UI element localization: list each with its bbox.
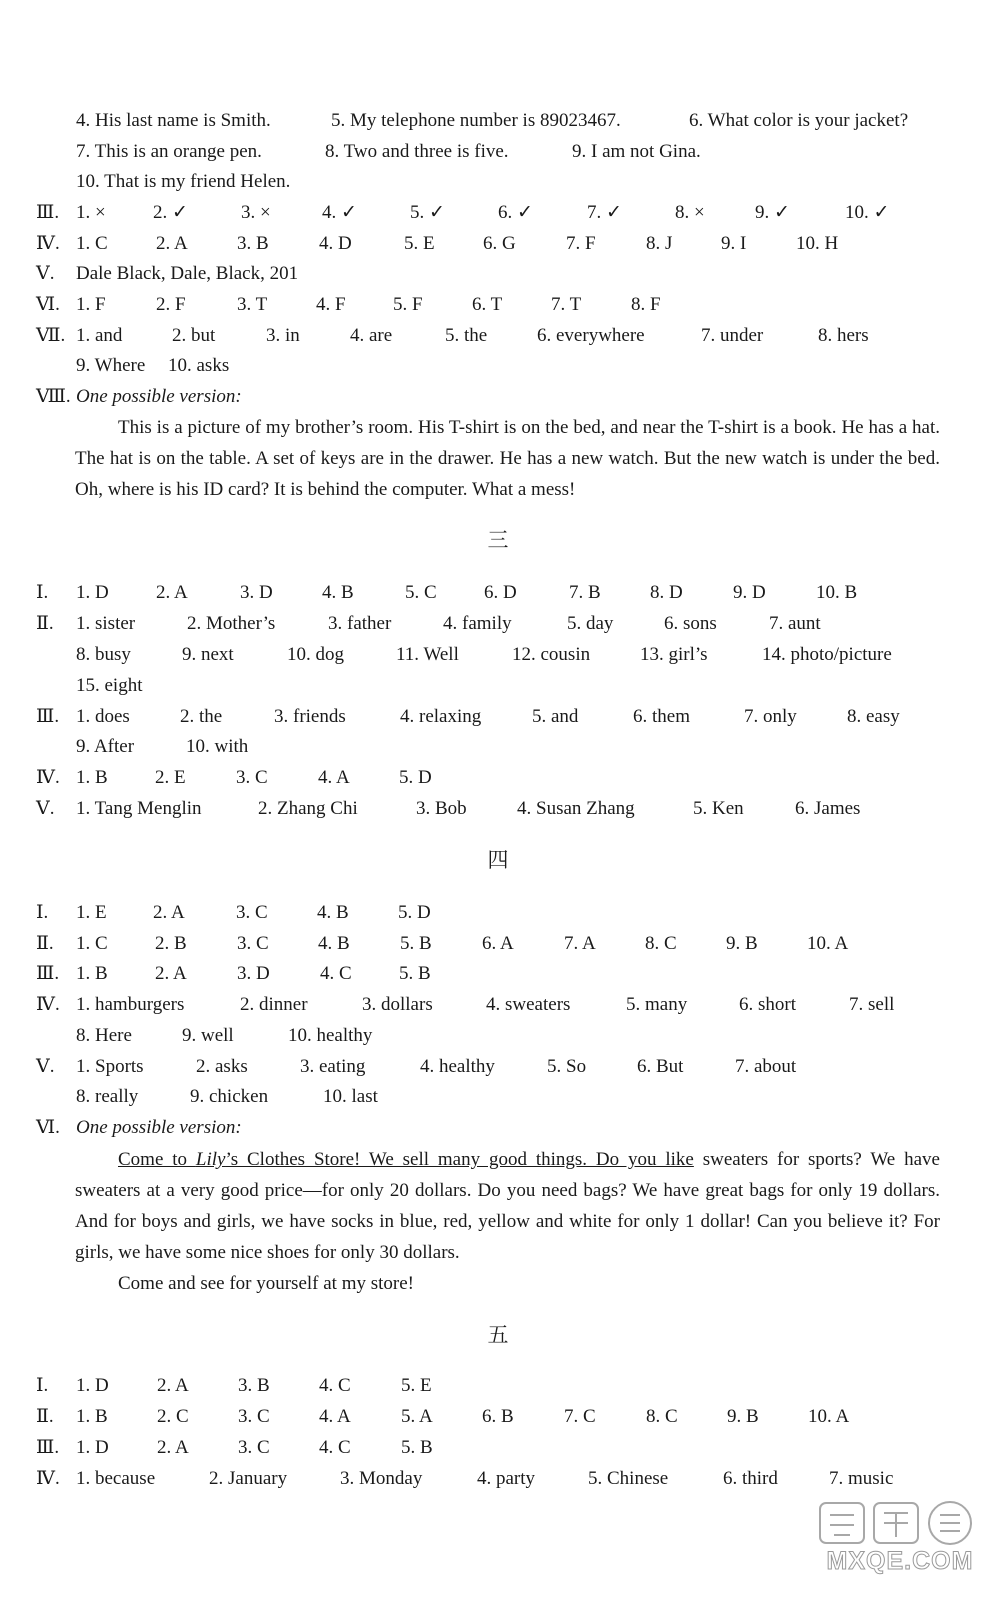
watermark-logo — [812, 1495, 988, 1595]
answer-row — [0, 1371, 996, 1401]
answer-item: 10. healthy — [288, 1025, 373, 1046]
answer-item: 4. Susan Zhang — [517, 798, 635, 819]
exercise-number: Ⅳ. — [36, 994, 60, 1015]
answer-row — [0, 794, 996, 824]
answer-item: 1. Sports — [76, 1056, 144, 1077]
answer-item: 4. family — [443, 613, 512, 634]
answer-item: Dale Black, Dale, Black, 201 — [76, 263, 299, 284]
answer-item: 10. A — [808, 1406, 850, 1427]
answer-item: 4. His last name is Smith. — [76, 110, 271, 131]
answer-item: 1. × — [76, 202, 106, 223]
answer-row — [0, 1052, 996, 1082]
answer-item: 14. photo/picture — [762, 644, 892, 665]
answer-item: 2. January — [209, 1468, 288, 1489]
answer-item: 3. T — [237, 294, 268, 315]
answer-item: 5. Chinese — [588, 1468, 669, 1489]
exercise-number: Ⅱ. — [36, 613, 54, 634]
answer-item: 4. B — [317, 902, 349, 923]
answer-item: 1. sister — [76, 613, 136, 634]
answer-item: 9. ✓ — [755, 202, 790, 223]
answer-item: 7. under — [701, 325, 764, 346]
answer-item: 5. many — [626, 994, 688, 1015]
answer-item: 10. asks — [168, 355, 230, 376]
answer-item: 8. × — [675, 202, 705, 223]
sample-advertisement — [75, 1144, 940, 1299]
answer-item: 5. A — [401, 1406, 433, 1427]
answer-item: 4. are — [350, 325, 393, 346]
answer-item: 5. day — [567, 613, 614, 634]
answer-row — [0, 167, 996, 197]
answer-item: 1. and — [76, 325, 123, 346]
ad-text-part: sweaters for sports? We have sweaters at a very good price—for only 20 dollars. Do you need bags? We have great bags for only 19 dollars. And for boys and girls, we have socks in blue, red, yellow and white for only 1 dollar! Can you believe it? For girls, we have some nice shoes for only 30 dollars. — [75, 1149, 940, 1263]
answer-item: 6. third — [723, 1468, 778, 1489]
answer-item: 3. Monday — [340, 1468, 423, 1489]
answer-item: 9. I am not Gina. — [572, 141, 701, 162]
answer-row — [0, 1402, 996, 1432]
answer-item: 7. T — [551, 294, 582, 315]
answer-row — [0, 702, 996, 732]
answer-item: 5. So — [547, 1056, 587, 1077]
answer-item: 4. party — [477, 1468, 536, 1489]
answer-item: 2. A — [157, 1437, 189, 1458]
answer-item: 6. short — [739, 994, 796, 1015]
answer-row — [0, 640, 996, 670]
answer-item: 1. B — [76, 1406, 108, 1427]
exercise-number: Ⅳ. — [36, 233, 60, 254]
answer-item: 2. ✓ — [153, 202, 188, 223]
answer-item: 2. the — [180, 706, 223, 727]
answer-row — [0, 578, 996, 608]
answer-item: 2. but — [172, 325, 216, 346]
answer-row — [0, 290, 996, 320]
answer-item: 5. B — [401, 1437, 433, 1458]
answer-item: 5. My telephone number is 89023467. — [331, 110, 621, 131]
answer-item: 1. D — [76, 1437, 109, 1458]
answer-item: 5. and — [532, 706, 579, 727]
essay-text: This is a picture of my brother’s room. His T-shirt is on the bed, and near the T-shirt is a book. He has a hat. The hat is on the table. A set of keys are in the drawer. He has a new watch. But the new watch is under the bed. Oh, where is his ID card? It is behind the computer. What a mess! — [75, 417, 940, 500]
exercise-number: Ⅱ. — [36, 1406, 54, 1427]
answer-item: 8. D — [650, 582, 683, 603]
answer-item: 10. ✓ — [845, 202, 890, 223]
answer-item: 5. the — [445, 325, 488, 346]
answer-item: 8. busy — [76, 644, 131, 665]
answer-item: 8. F — [631, 294, 661, 315]
answer-row — [0, 732, 996, 762]
answer-item: 1. E — [76, 902, 107, 923]
answer-item: 5. E — [401, 1375, 432, 1396]
answer-item: 6. sons — [664, 613, 717, 634]
answer-item: 7. music — [829, 1468, 894, 1489]
answer-item: 8. C — [645, 933, 677, 954]
answer-row — [0, 1113, 996, 1143]
answer-item: 8. Two and three is five. — [325, 141, 509, 162]
answer-item: 7. A — [564, 933, 596, 954]
answer-item: 5. ✓ — [410, 202, 445, 223]
answer-item: 1. B — [76, 767, 108, 788]
answer-item: 4. C — [319, 1375, 351, 1396]
exercise-number: Ⅵ. — [36, 294, 60, 315]
version-label: One possible version: — [76, 386, 242, 407]
answer-item: 1. F — [76, 294, 106, 315]
answer-item: 2. B — [155, 933, 187, 954]
answer-item: 3. Bob — [416, 798, 467, 819]
answer-item: 6. James — [795, 798, 861, 819]
answer-item: 8. hers — [818, 325, 869, 346]
answer-item: 1. C — [76, 933, 108, 954]
answer-item: 8. really — [76, 1086, 139, 1107]
answer-row — [0, 1433, 996, 1463]
answer-item: 2. A — [153, 902, 185, 923]
answer-item: 10. dog — [287, 644, 344, 665]
answer-item: 9. well — [182, 1025, 234, 1046]
answer-item: 6. ✓ — [498, 202, 533, 223]
answer-item: 4. sweaters — [486, 994, 571, 1015]
answer-item: 15. eight — [76, 675, 143, 696]
answer-row — [0, 259, 996, 289]
ad-text-closing: Come and see for yourself at my store! — [118, 1273, 414, 1294]
answer-row — [0, 106, 996, 136]
answer-item: 3. D — [240, 582, 273, 603]
answer-item: 12. cousin — [512, 644, 591, 665]
exercise-number: Ⅶ. — [36, 325, 66, 346]
exercise-number: Ⅷ. — [36, 386, 71, 407]
answer-row — [0, 1021, 996, 1051]
answer-item: 7. This is an orange pen. — [76, 141, 262, 162]
answer-item: 1. Tang Menglin — [76, 798, 202, 819]
watermark-text: MXQE.COM — [826, 1547, 974, 1575]
answer-item: 5. D — [399, 767, 432, 788]
answer-item: 6. G — [483, 233, 516, 254]
answer-item: 6. What color is your jacket? — [689, 110, 909, 131]
ad-text-part: ’s Clothes Store! We sell many good things. Do you like — [225, 1149, 694, 1170]
answer-item: 3. C — [238, 1437, 270, 1458]
section-heading: 三 — [487, 528, 509, 552]
answer-row — [0, 1464, 996, 1494]
answer-item: 4. A — [318, 767, 350, 788]
answer-item: 4. healthy — [420, 1056, 495, 1077]
answer-item: 5. D — [398, 902, 431, 923]
answer-item: 2. F — [156, 294, 186, 315]
exercise-number: Ⅰ. — [36, 1375, 49, 1396]
exercise-number: Ⅱ. — [36, 933, 54, 954]
answer-item: 10. A — [807, 933, 849, 954]
answer-item: 1. D — [76, 582, 109, 603]
exercise-number: Ⅲ. — [36, 963, 60, 984]
answer-item: 2. Mother’s — [187, 613, 276, 634]
answer-item: 9. chicken — [190, 1086, 269, 1107]
exercise-number: Ⅵ. — [36, 1117, 60, 1138]
ad-text-part: Come to — [118, 1149, 196, 1170]
answer-row — [0, 321, 996, 351]
exercise-number: Ⅰ. — [36, 582, 49, 603]
answer-item: 3. B — [238, 1375, 270, 1396]
answer-row — [0, 929, 996, 959]
answer-item: 2. Zhang Chi — [258, 798, 358, 819]
answer-item: 9. D — [733, 582, 766, 603]
answer-item: 4. ✓ — [322, 202, 357, 223]
answer-item: 4. D — [319, 233, 352, 254]
watermark-logo-icon — [812, 1495, 988, 1551]
answer-item: 9. B — [726, 933, 758, 954]
answer-row — [0, 898, 996, 928]
section-heading: 五 — [487, 1323, 509, 1347]
exercise-number: Ⅴ. — [36, 263, 55, 284]
answer-item: 4. F — [316, 294, 346, 315]
answer-item: 2. asks — [196, 1056, 248, 1077]
answer-item: 8. Here — [76, 1025, 132, 1046]
exercise-number: Ⅰ. — [36, 902, 49, 923]
answer-item: 5. F — [393, 294, 423, 315]
version-label: One possible version: — [76, 1117, 242, 1138]
answer-item: 2. A — [156, 582, 188, 603]
answer-item: 3. C — [236, 902, 268, 923]
answer-item: 5. B — [400, 933, 432, 954]
answer-item: 13. girl’s — [640, 644, 708, 665]
answer-item: 2. A — [155, 963, 187, 984]
answer-item: 2. C — [157, 1406, 189, 1427]
answer-item: 11. Well — [396, 644, 459, 665]
answer-item: 7. only — [744, 706, 797, 727]
answer-item: 7. F — [566, 233, 596, 254]
answer-item: 4. B — [322, 582, 354, 603]
answer-item: 4. A — [319, 1406, 351, 1427]
exercise-number: Ⅲ. — [36, 202, 60, 223]
answer-item: 3. in — [266, 325, 300, 346]
answer-item: 6. everywhere — [537, 325, 645, 346]
answer-item: 8. J — [646, 233, 673, 254]
answer-item: 2. A — [157, 1375, 189, 1396]
answer-item: 10. That is my friend Helen. — [76, 171, 291, 192]
answer-item: 3. dollars — [362, 994, 433, 1015]
answer-item: 1. B — [76, 963, 108, 984]
answer-item: 9. Where — [76, 355, 146, 376]
answer-item: 6. T — [472, 294, 503, 315]
answer-row — [0, 609, 996, 639]
answer-row — [0, 382, 996, 412]
answer-item: 3. × — [241, 202, 271, 223]
answer-item: 3. D — [237, 963, 270, 984]
answer-item: 6. A — [482, 933, 514, 954]
answer-item: 7. aunt — [769, 613, 821, 634]
answer-item: 4. C — [319, 1437, 351, 1458]
answer-item: 7. sell — [849, 994, 895, 1015]
answer-item: 5. Ken — [693, 798, 744, 819]
answer-item: 5. E — [404, 233, 435, 254]
answer-row — [0, 351, 996, 381]
answer-item: 10. last — [323, 1086, 378, 1107]
exercise-number: Ⅴ. — [36, 798, 55, 819]
answer-item: 4. C — [320, 963, 352, 984]
answer-item: 1. C — [76, 233, 108, 254]
answer-item: 7. C — [564, 1406, 596, 1427]
answer-item: 6. D — [484, 582, 517, 603]
answer-item: 1. because — [76, 1468, 156, 1489]
answer-item: 2. E — [155, 767, 186, 788]
exercise-number: Ⅳ. — [36, 1468, 60, 1489]
answer-row — [0, 959, 996, 989]
answer-item: 3. C — [237, 933, 269, 954]
answer-row — [0, 198, 996, 228]
answer-item: 1. does — [76, 706, 130, 727]
exercise-number: Ⅲ. — [36, 1437, 60, 1458]
answer-item: 10. H — [796, 233, 839, 254]
answer-item: 4. relaxing — [400, 706, 482, 727]
exercise-number: Ⅳ. — [36, 767, 60, 788]
answer-item: 8. easy — [847, 706, 900, 727]
answer-item: 9. B — [727, 1406, 759, 1427]
answer-item: 7. ✓ — [587, 202, 622, 223]
answer-item: 9. After — [76, 736, 135, 757]
answer-item: 1. D — [76, 1375, 109, 1396]
ad-text-italic: Lily — [195, 1149, 226, 1170]
answer-item: 1. hamburgers — [76, 994, 185, 1015]
exercise-number: Ⅲ. — [36, 706, 60, 727]
answer-item: 3. father — [328, 613, 392, 634]
answer-item: 5. B — [399, 963, 431, 984]
ad-text — [75, 1144, 940, 1268]
answer-item: 9. I — [721, 233, 747, 254]
answer-row — [0, 229, 996, 259]
answer-row — [0, 671, 996, 701]
answer-item: 6. But — [637, 1056, 684, 1077]
section-heading: 四 — [487, 848, 509, 872]
answer-item: 3. C — [236, 767, 268, 788]
answer-item: 7. about — [735, 1056, 797, 1077]
answer-item: 6. them — [633, 706, 690, 727]
answer-row — [0, 763, 996, 793]
answer-item: 4. B — [318, 933, 350, 954]
answer-item: 10. B — [816, 582, 858, 603]
answer-row — [0, 1082, 996, 1112]
underlined-text — [118, 1149, 694, 1170]
answer-item: 2. A — [156, 233, 188, 254]
answer-item: 3. C — [238, 1406, 270, 1427]
answer-item: 9. next — [182, 644, 234, 665]
answer-item: 2. dinner — [240, 994, 308, 1015]
answer-item: 5. C — [405, 582, 437, 603]
answer-item: 8. C — [646, 1406, 678, 1427]
sample-essay — [75, 412, 940, 505]
answer-row — [0, 137, 996, 167]
answer-item: 10. with — [186, 736, 249, 757]
answer-item: 3. B — [237, 233, 269, 254]
exercise-number: Ⅴ. — [36, 1056, 55, 1077]
answer-item: 3. eating — [300, 1056, 366, 1077]
answer-item: 7. B — [569, 582, 601, 603]
answer-row — [0, 990, 996, 1020]
answer-item: 3. friends — [274, 706, 346, 727]
answer-item: 6. B — [482, 1406, 514, 1427]
